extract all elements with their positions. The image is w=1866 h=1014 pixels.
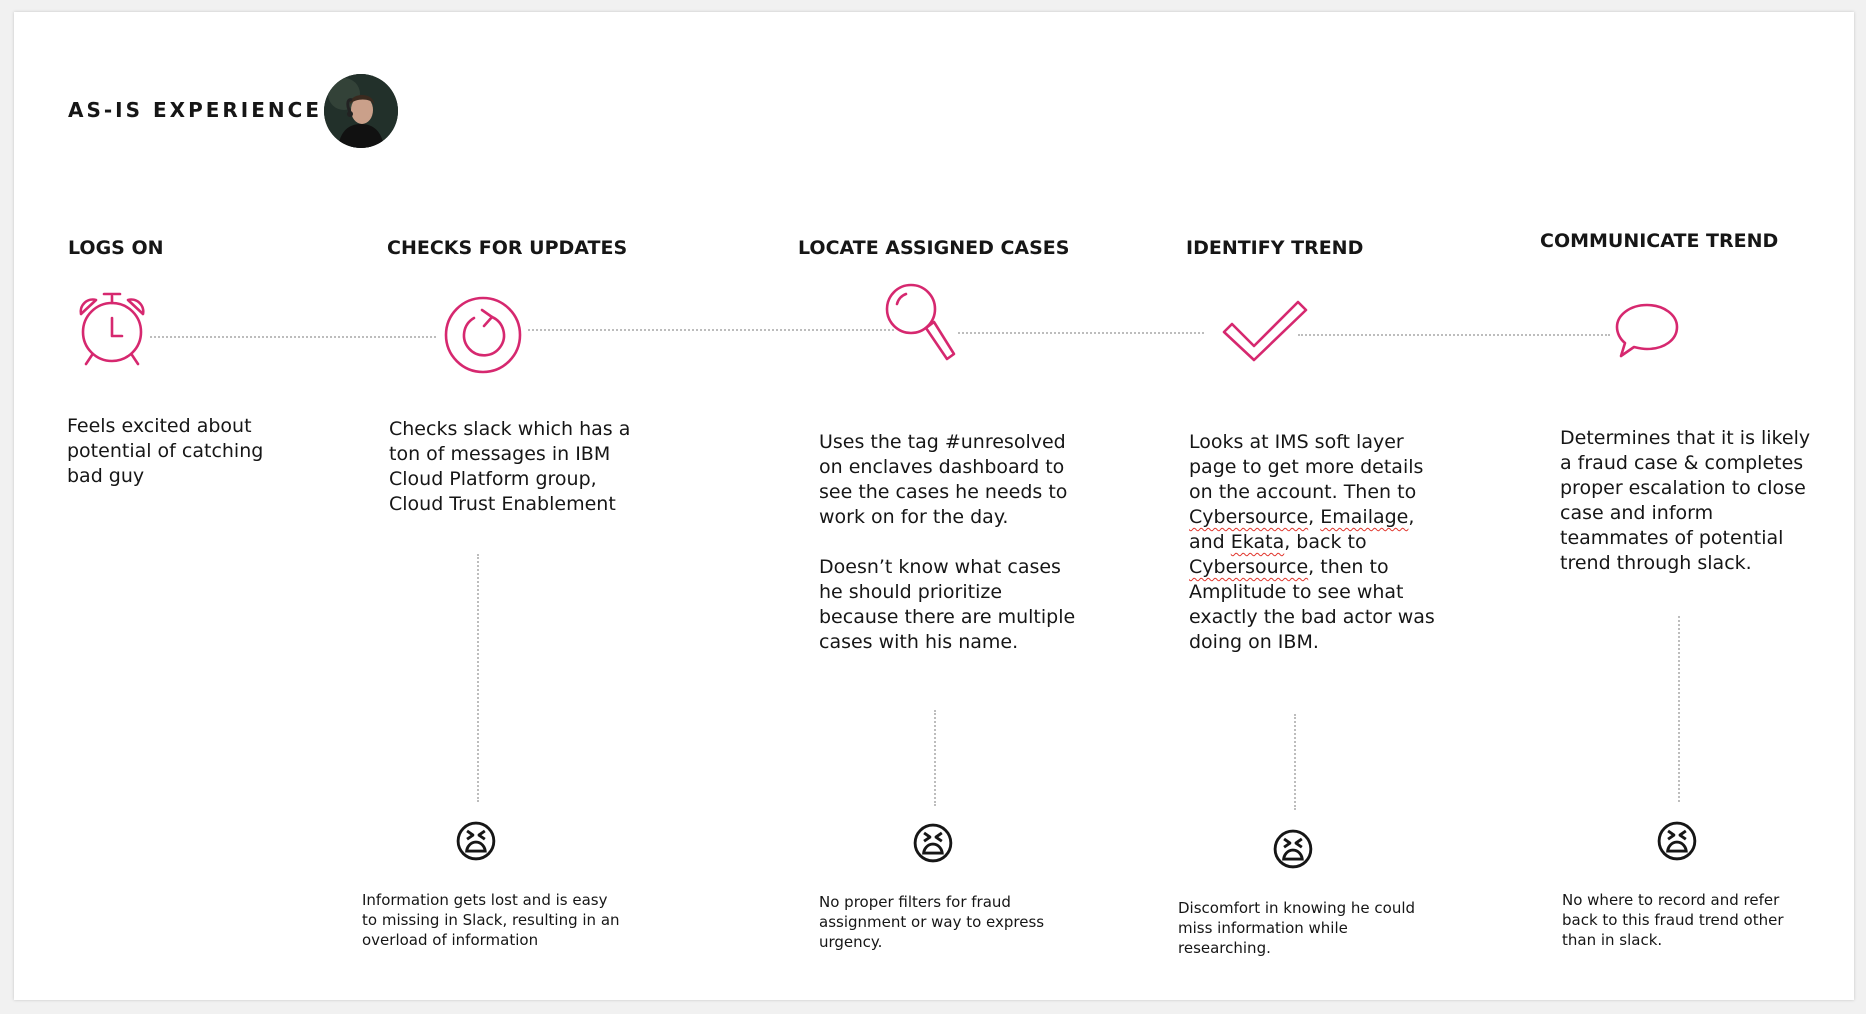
- timeline-connector: [1298, 334, 1610, 336]
- description-line: [1189, 530, 1489, 555]
- stage-description-checks-for-updates: Checks slack which has a ton of messages in IBM Cloud Platform group, Cloud Trust Enablement: [389, 418, 631, 515]
- chat-bubble-icon: [1614, 302, 1680, 360]
- alarm-clock-icon: [72, 288, 152, 368]
- description-text: and: [1189, 531, 1225, 553]
- stage-description-communicate-trend: Determines that it is likely a fraud case & completes proper escalation to close case and inform teammates of potential trend through slack.: [1560, 427, 1811, 574]
- stage-title-communicate-trend: COMMUNICATE TREND: [1540, 230, 1779, 252]
- description-text: , back to: [1284, 531, 1367, 553]
- description-line: Looks at IMS soft layer: [1189, 431, 1404, 453]
- stage-title-identify-trend: IDENTIFY TREND: [1186, 237, 1364, 259]
- description-line: exactly the bad actor was: [1189, 606, 1435, 628]
- stage-description-locate-assigned-cases: Uses the tag #unresolved on enclaves dashboard to see the cases he needs to work on for the day. Doesn’t know what cases he should prioritize because there are multiple cases with his name.: [819, 431, 1076, 653]
- description-text: ,: [1408, 506, 1415, 528]
- stage-title-logs-on: LOGS ON: [68, 237, 164, 259]
- page-title: AS-IS EXPERIENCE: [68, 98, 322, 122]
- pain-point-locate-assigned-cases: No proper filters for fraud assignment or way to express urgency.: [819, 893, 1045, 951]
- frustrated-face-icon: 😫: [1270, 825, 1316, 876]
- frustrated-face-icon: 😫: [910, 819, 956, 870]
- tool-name-cybersource: Cybersource: [1189, 556, 1309, 578]
- description-line: Amplitude to see what: [1189, 581, 1404, 603]
- pain-connector: [934, 710, 936, 806]
- pain-connector: [1678, 616, 1680, 802]
- persona-avatar: [324, 74, 398, 148]
- pain-point-communicate-trend: No where to record and refer back to this fraud trend other than in slack.: [1562, 891, 1784, 949]
- pain-connector: [477, 554, 479, 802]
- timeline-connector: [150, 336, 436, 338]
- description-text: ,: [1308, 506, 1315, 528]
- checkmark-icon: [1222, 296, 1308, 362]
- description-line: page to get more details: [1189, 456, 1424, 478]
- stage-description-logs-on: Feels excited about potential of catching bad guy: [67, 415, 264, 487]
- stage-description-identify-trend: [1189, 430, 1489, 655]
- tool-name-cybersource: Cybersource: [1189, 506, 1309, 528]
- pain-point-identify-trend: Discomfort in knowing he could miss information while researching.: [1178, 899, 1416, 957]
- stage-title-checks-for-updates: CHECKS FOR UPDATES: [387, 237, 628, 259]
- pain-connector: [1294, 714, 1296, 810]
- search-icon: [884, 282, 958, 362]
- stage-title-locate-assigned-cases: LOCATE ASSIGNED CASES: [798, 237, 1070, 259]
- frustrated-face-icon: 😫: [453, 817, 499, 868]
- pain-point-checks-for-updates: Information gets lost and is easy to missing in Slack, resulting in an overload of information: [362, 891, 620, 949]
- tool-name-emailage: Emailage: [1320, 506, 1409, 528]
- description-line: on the account. Then to: [1189, 481, 1417, 503]
- timeline-connector: [528, 329, 894, 331]
- description-line: [1189, 505, 1489, 530]
- refresh-icon: [444, 296, 522, 374]
- description-line: [1189, 555, 1489, 580]
- description-line: doing on IBM.: [1189, 631, 1319, 653]
- frustrated-face-icon: 😫: [1654, 817, 1700, 868]
- tool-name-ekata: Ekata: [1230, 531, 1285, 553]
- timeline-connector: [958, 332, 1204, 334]
- description-text: , then to: [1308, 556, 1389, 578]
